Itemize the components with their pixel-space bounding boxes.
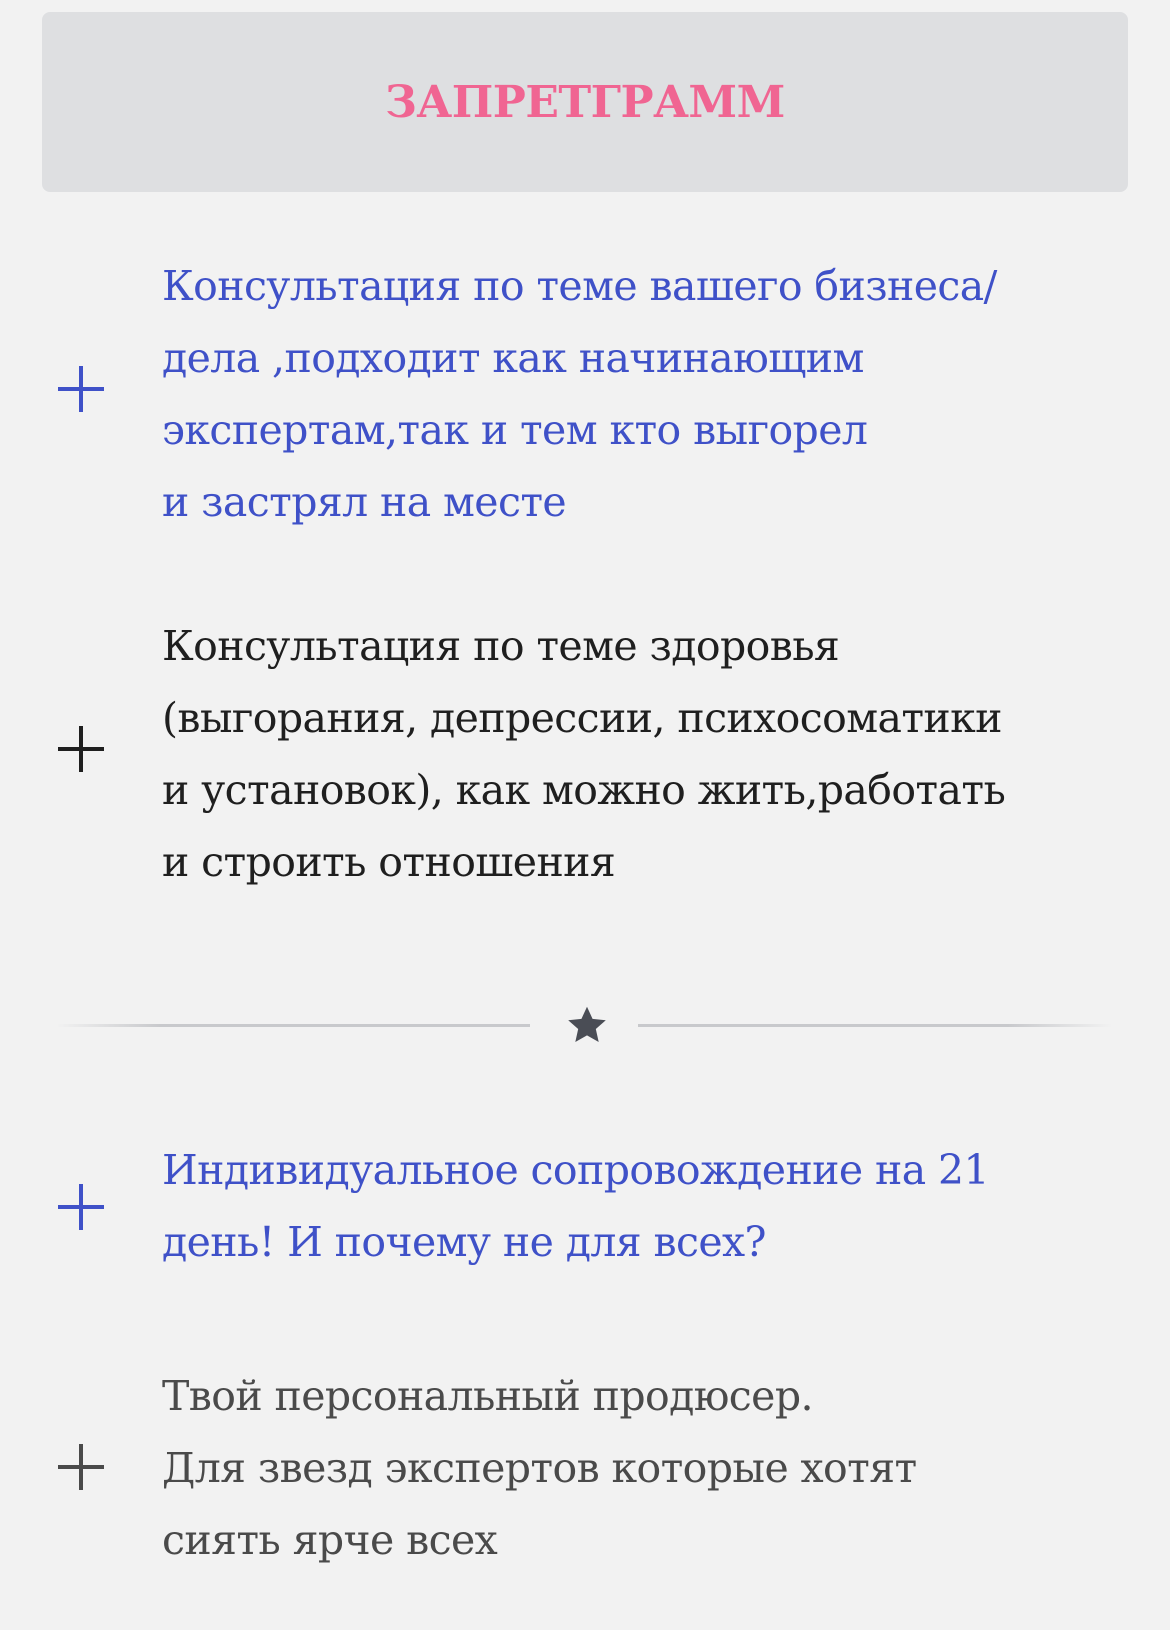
divider-line-left — [56, 1024, 530, 1027]
star-divider — [0, 1000, 1170, 1060]
plus-icon[interactable] — [58, 1444, 104, 1490]
list-item-personal-producer[interactable] — [0, 1360, 1170, 1580]
banner-title: ЗАПРЕТГРАММ — [385, 76, 785, 128]
list-item-text: Индивидуальное сопровождение на 21 день! И почему не для всех? — [162, 1146, 989, 1266]
plus-icon[interactable] — [58, 1184, 104, 1230]
list-item-business-consultation[interactable] — [0, 250, 1170, 530]
plus-icon[interactable] — [58, 366, 104, 412]
list-item-text: Консультация по теме здоровья (выгорания, депрессии, психосоматики и установок), как можно жить,работать и строить отношения — [162, 622, 1006, 886]
list-item-health-consultation[interactable] — [0, 610, 1170, 890]
star-icon — [564, 1002, 610, 1048]
divider-line-right — [638, 1024, 1112, 1027]
plus-icon[interactable] — [58, 726, 104, 772]
list-item-text: Консультация по теме вашего бизнеса/ дела ,подходит как начинающим экспертам,так и тем кто выгорел и застрял на месте — [162, 262, 997, 526]
list-item-individual-support[interactable] — [0, 1134, 1170, 1284]
header-banner[interactable] — [42, 12, 1128, 192]
list-item-text: Твой персональный продюсер. Для звезд экспертов которые хотят сиять ярче всех — [162, 1372, 917, 1564]
